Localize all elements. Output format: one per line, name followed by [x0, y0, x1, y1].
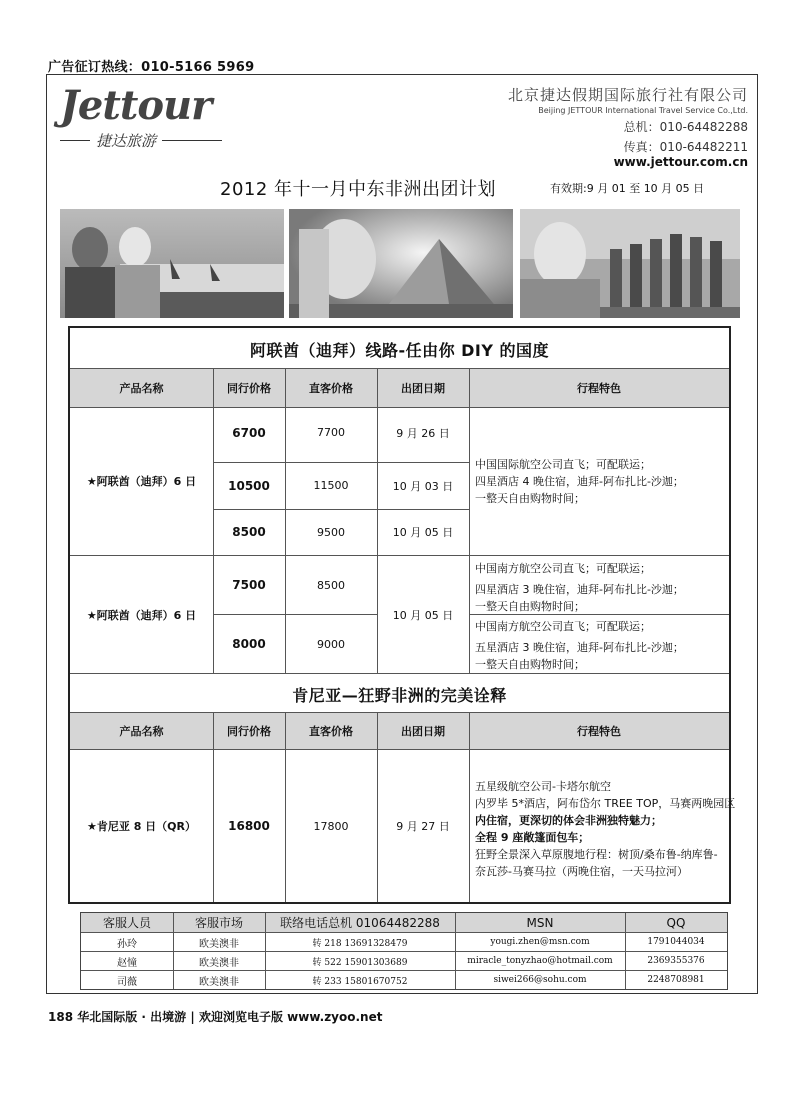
- contact-header-msn: MSN: [526, 915, 554, 930]
- peer-price: 8000: [232, 637, 266, 651]
- retail-price: 9000: [317, 637, 345, 651]
- header-peer-price: 同行价格: [227, 725, 271, 738]
- contact-qq: 1791044034: [647, 937, 705, 947]
- contact-phone: 转 218 13691328479: [312, 938, 408, 949]
- header-retail-price: 直客价格: [309, 725, 353, 738]
- tour-schedule-table: [68, 326, 736, 904]
- section-title-uae: 阿联酋（迪拜）线路-任由你 DIY 的国度: [249, 341, 550, 360]
- contact-market: 欧美澳非: [199, 938, 239, 950]
- contact-msn[interactable]: miracle_tonyzhao@hotmail.com: [467, 956, 613, 966]
- footer-slogan: 欢迎浏览电子版: [198, 1010, 283, 1024]
- company-info: [508, 84, 748, 169]
- contact-msn[interactable]: yougi.zhen@msn.com: [490, 937, 590, 947]
- departure-date: 10 月 05 日: [392, 608, 454, 622]
- company-website[interactable]: www.jettour.com.cn: [613, 155, 748, 169]
- logo-rule: [60, 140, 90, 141]
- contact-market: 欧美澳非: [199, 976, 239, 988]
- header-product: 产品名称: [119, 725, 164, 738]
- section-title-kenya: 肯尼亚—狂野非洲的完美诠释: [292, 686, 507, 705]
- woman-and-pyramid-photo: [289, 209, 513, 318]
- retail-price: 7700: [317, 426, 345, 439]
- retail-price: 8500: [317, 578, 345, 592]
- contact-name: 孙玲: [117, 938, 137, 950]
- header-peer-price: 同行价格: [227, 382, 271, 395]
- departure-date: 9 月 26 日: [396, 426, 450, 440]
- logo-wordmark: Jettour: [60, 82, 212, 129]
- contact-market: 欧美澳非: [199, 957, 239, 969]
- product-name: ★肯尼亚 8 日（QR）: [87, 820, 196, 833]
- contact-header-qq: QQ: [666, 915, 686, 930]
- company-name-en: Beijing JETTOUR International Travel Service Co.,Ltd.: [538, 106, 748, 115]
- company-name-cn: 北京捷达假期国际旅行社有限公司: [507, 86, 748, 104]
- departure-date: 10 月 05 日: [392, 526, 454, 539]
- page-title: 2012 年十一月中东非洲出团计划: [220, 179, 497, 200]
- peer-price: 10500: [228, 478, 270, 493]
- page-footer: 188 华北国际版 · 出境游 | 欢迎浏览电子版 www.zyoo.net: [48, 1010, 383, 1024]
- itinerary-features: 中国国际航空公司直飞；可配联运； 四星酒店 4 晚住宿，迪拜-阿布扎比-沙迦； 一整天自由购物时间；: [475, 458, 684, 505]
- departure-date: 10 月 03 日: [392, 479, 454, 493]
- ad-hotline: 广告征订热线：010-5166 5969: [48, 60, 255, 75]
- header-departure-date: 出团日期: [401, 382, 445, 395]
- contact-phone: 转 233 15801670752: [312, 976, 408, 987]
- jettour-logo: [60, 82, 230, 156]
- contact-msn[interactable]: siwei266@sohu.com: [493, 975, 587, 985]
- women-and-nile-river-photo: [60, 209, 284, 318]
- publication-name: 华北国际版 · 出境游: [77, 1010, 187, 1024]
- contact-header-market: 客服市场: [194, 916, 243, 930]
- header-retail-price: 直客价格: [309, 382, 353, 395]
- footer-url[interactable]: www.zyoo.net: [287, 1010, 383, 1024]
- peer-price: 8500: [232, 525, 266, 539]
- peer-price: 7500: [232, 578, 266, 592]
- logo-cn-name: 捷达旅游: [96, 132, 157, 150]
- itinerary-features: 中国南方航空公司直飞；可配联运； 五星酒店 3 晚住宿，迪拜-阿布扎比-沙迦； 一整天自由购物时间；: [475, 620, 684, 671]
- retail-price: 11500: [313, 479, 349, 492]
- header-product: 产品名称: [119, 382, 164, 395]
- header-features: 行程特色: [577, 382, 621, 395]
- contact-header-phone: 联络电话总机 01064482288: [280, 916, 440, 930]
- product-name: ★阿联酋（迪拜）6 日: [86, 608, 197, 622]
- itinerary-features: 中国南方航空公司直飞；可配联运； 四星酒店 3 晚住宿，迪拜-阿布扎比-沙迦； 一整天自由购物时间；: [475, 562, 684, 613]
- company-fax: 传真：010-64482211: [623, 140, 748, 154]
- logo-rule: [162, 140, 222, 141]
- contact-qq: 2248708981: [647, 975, 705, 985]
- contact-header-staff: 客服人员: [102, 916, 151, 930]
- product-name: ★阿联酋（迪拜）6 日: [86, 475, 197, 488]
- company-phone: 总机：010-64482288: [623, 120, 748, 134]
- woman-and-temple-columns-photo: [520, 209, 740, 318]
- departure-date: 9 月 27 日: [396, 820, 450, 833]
- peer-price: 6700: [232, 425, 266, 440]
- contact-phone: 转 522 15901303689: [312, 957, 408, 968]
- page-number: 188: [48, 1010, 74, 1024]
- contact-name: 赵憧: [117, 957, 137, 969]
- contact-name: 司薇: [117, 976, 137, 988]
- header-features: 行程特色: [577, 725, 621, 738]
- customer-service-table: [80, 912, 728, 990]
- itinerary-features: 五星级航空公司-卡塔尔航空 内罗毕 5*酒店，阿布岱尔 TREE TOP，马赛两晚园区 内住宿，更深切的体会非洲独特魅力； 全程 9 座敞篷面包车； 狂野全景深入草原腹地行程：树顶/桑布鲁-纳库鲁- 奈瓦莎-马赛马拉（两晚住宿，一天马拉河）: [475, 780, 736, 878]
- validity-period: 有效期:9 月 01 至 10 月 05 日: [550, 182, 705, 195]
- peer-price: 16800: [228, 819, 270, 833]
- header-departure-date: 出团日期: [401, 725, 445, 738]
- contact-qq: 2369355376: [647, 956, 705, 966]
- retail-price: 17800: [313, 819, 349, 833]
- retail-price: 9500: [317, 525, 345, 539]
